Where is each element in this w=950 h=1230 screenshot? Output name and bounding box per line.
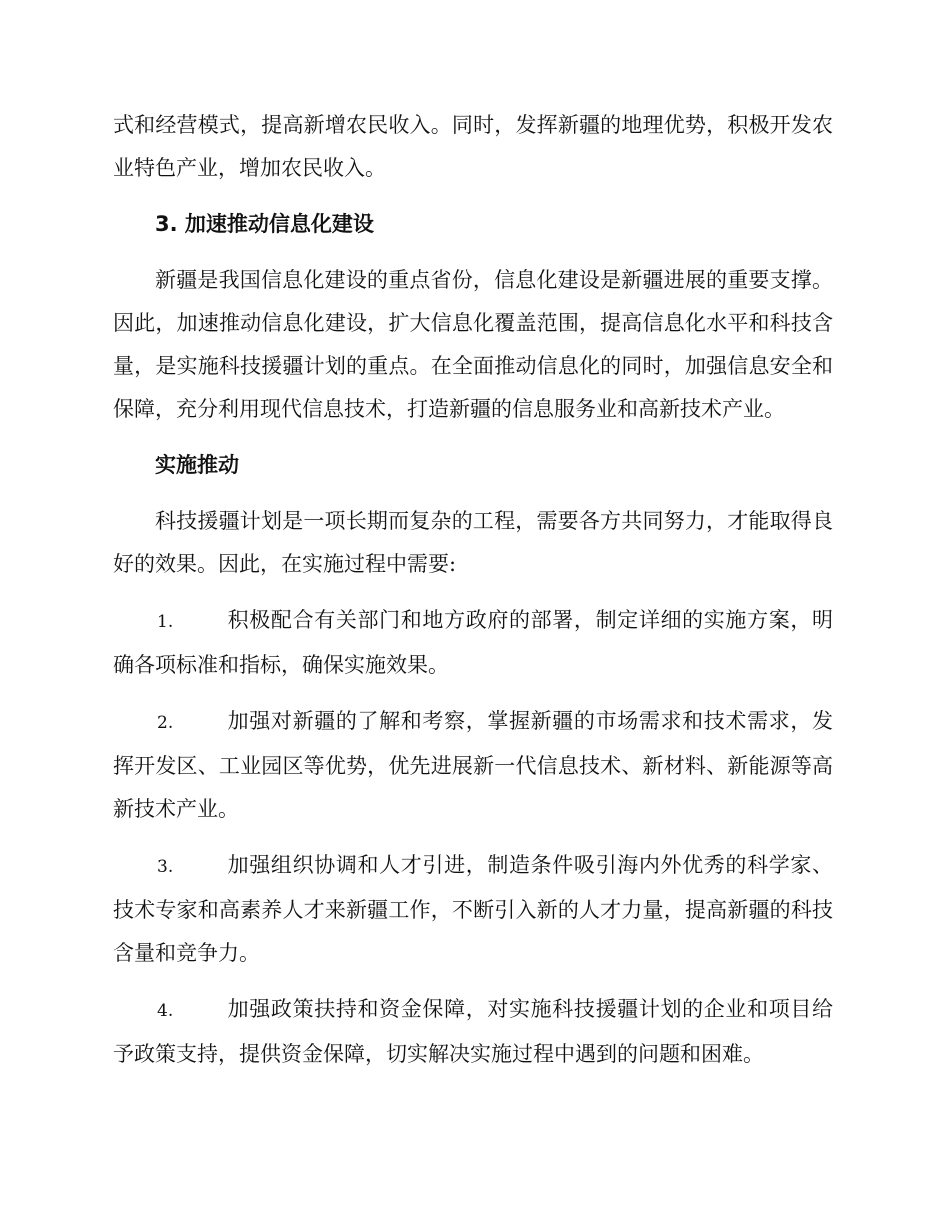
continuation-paragraph: 式和经营模式，提高新增农民收入。同时，发挥新疆的地理优势，积极开发农业特色产业，增加农民收入。: [113, 113, 833, 180]
list-item: [113, 844, 833, 975]
list-item-number: 1.: [157, 612, 174, 632]
list-item-number: 3.: [157, 857, 174, 877]
list-item-number: 4.: [157, 1001, 174, 1021]
list-item-text: 加强对新疆的了解和考察，掌握新疆的市场需求和技术需求，发挥开发区、工业园区等优势，优先进展新一代信息技术、新材料、新能源等高新技术产业。: [113, 709, 833, 821]
section-heading-implementation: 实施推动: [155, 453, 239, 477]
document-page: [113, 104, 833, 1089]
list-item: [113, 599, 833, 687]
list-item: [113, 700, 833, 831]
implementation-intro-paragraph: 科技援疆计划是一项长期而复杂的工程，需要各方共同努力，才能取得良好的效果。因此，在实施过程中需要:: [113, 509, 833, 576]
list-item-number: 2.: [157, 713, 174, 733]
list-item-text: 加强组织协调和人才引进，制造条件吸引海内外优秀的科学家、技术专家和高素养人才来新疆工作，不断引入新的人才力量，提高新疆的科技含量和竞争力。: [113, 853, 833, 965]
list-item-text: 加强政策扶持和资金保障，对实施科技援疆计划的企业和项目给予政策支持，提供资金保障，切实解决实施过程中遇到的问题和困难。: [113, 997, 833, 1066]
informatization-paragraph: 新疆是我国信息化建设的重点省份，信息化建设是新疆进展的重要支撑。因此，加速推动信息化建设，扩大信息化覆盖范围，提高信息化水平和科技含量，是实施科技援疆计划的重点。在全面推动信息化的同时，加强信息安全和保障，充分利用现代信息技术，打造新疆的信息服务业和高新技术产业。: [113, 268, 833, 421]
section-heading-informatization: 3. 加速推动信息化建设: [155, 212, 374, 236]
list-item-text: 积极配合有关部门和地方政府的部署，制定详细的实施方案，明确各项标准和指标，确保实施效果。: [113, 608, 833, 677]
list-item: [113, 988, 833, 1076]
